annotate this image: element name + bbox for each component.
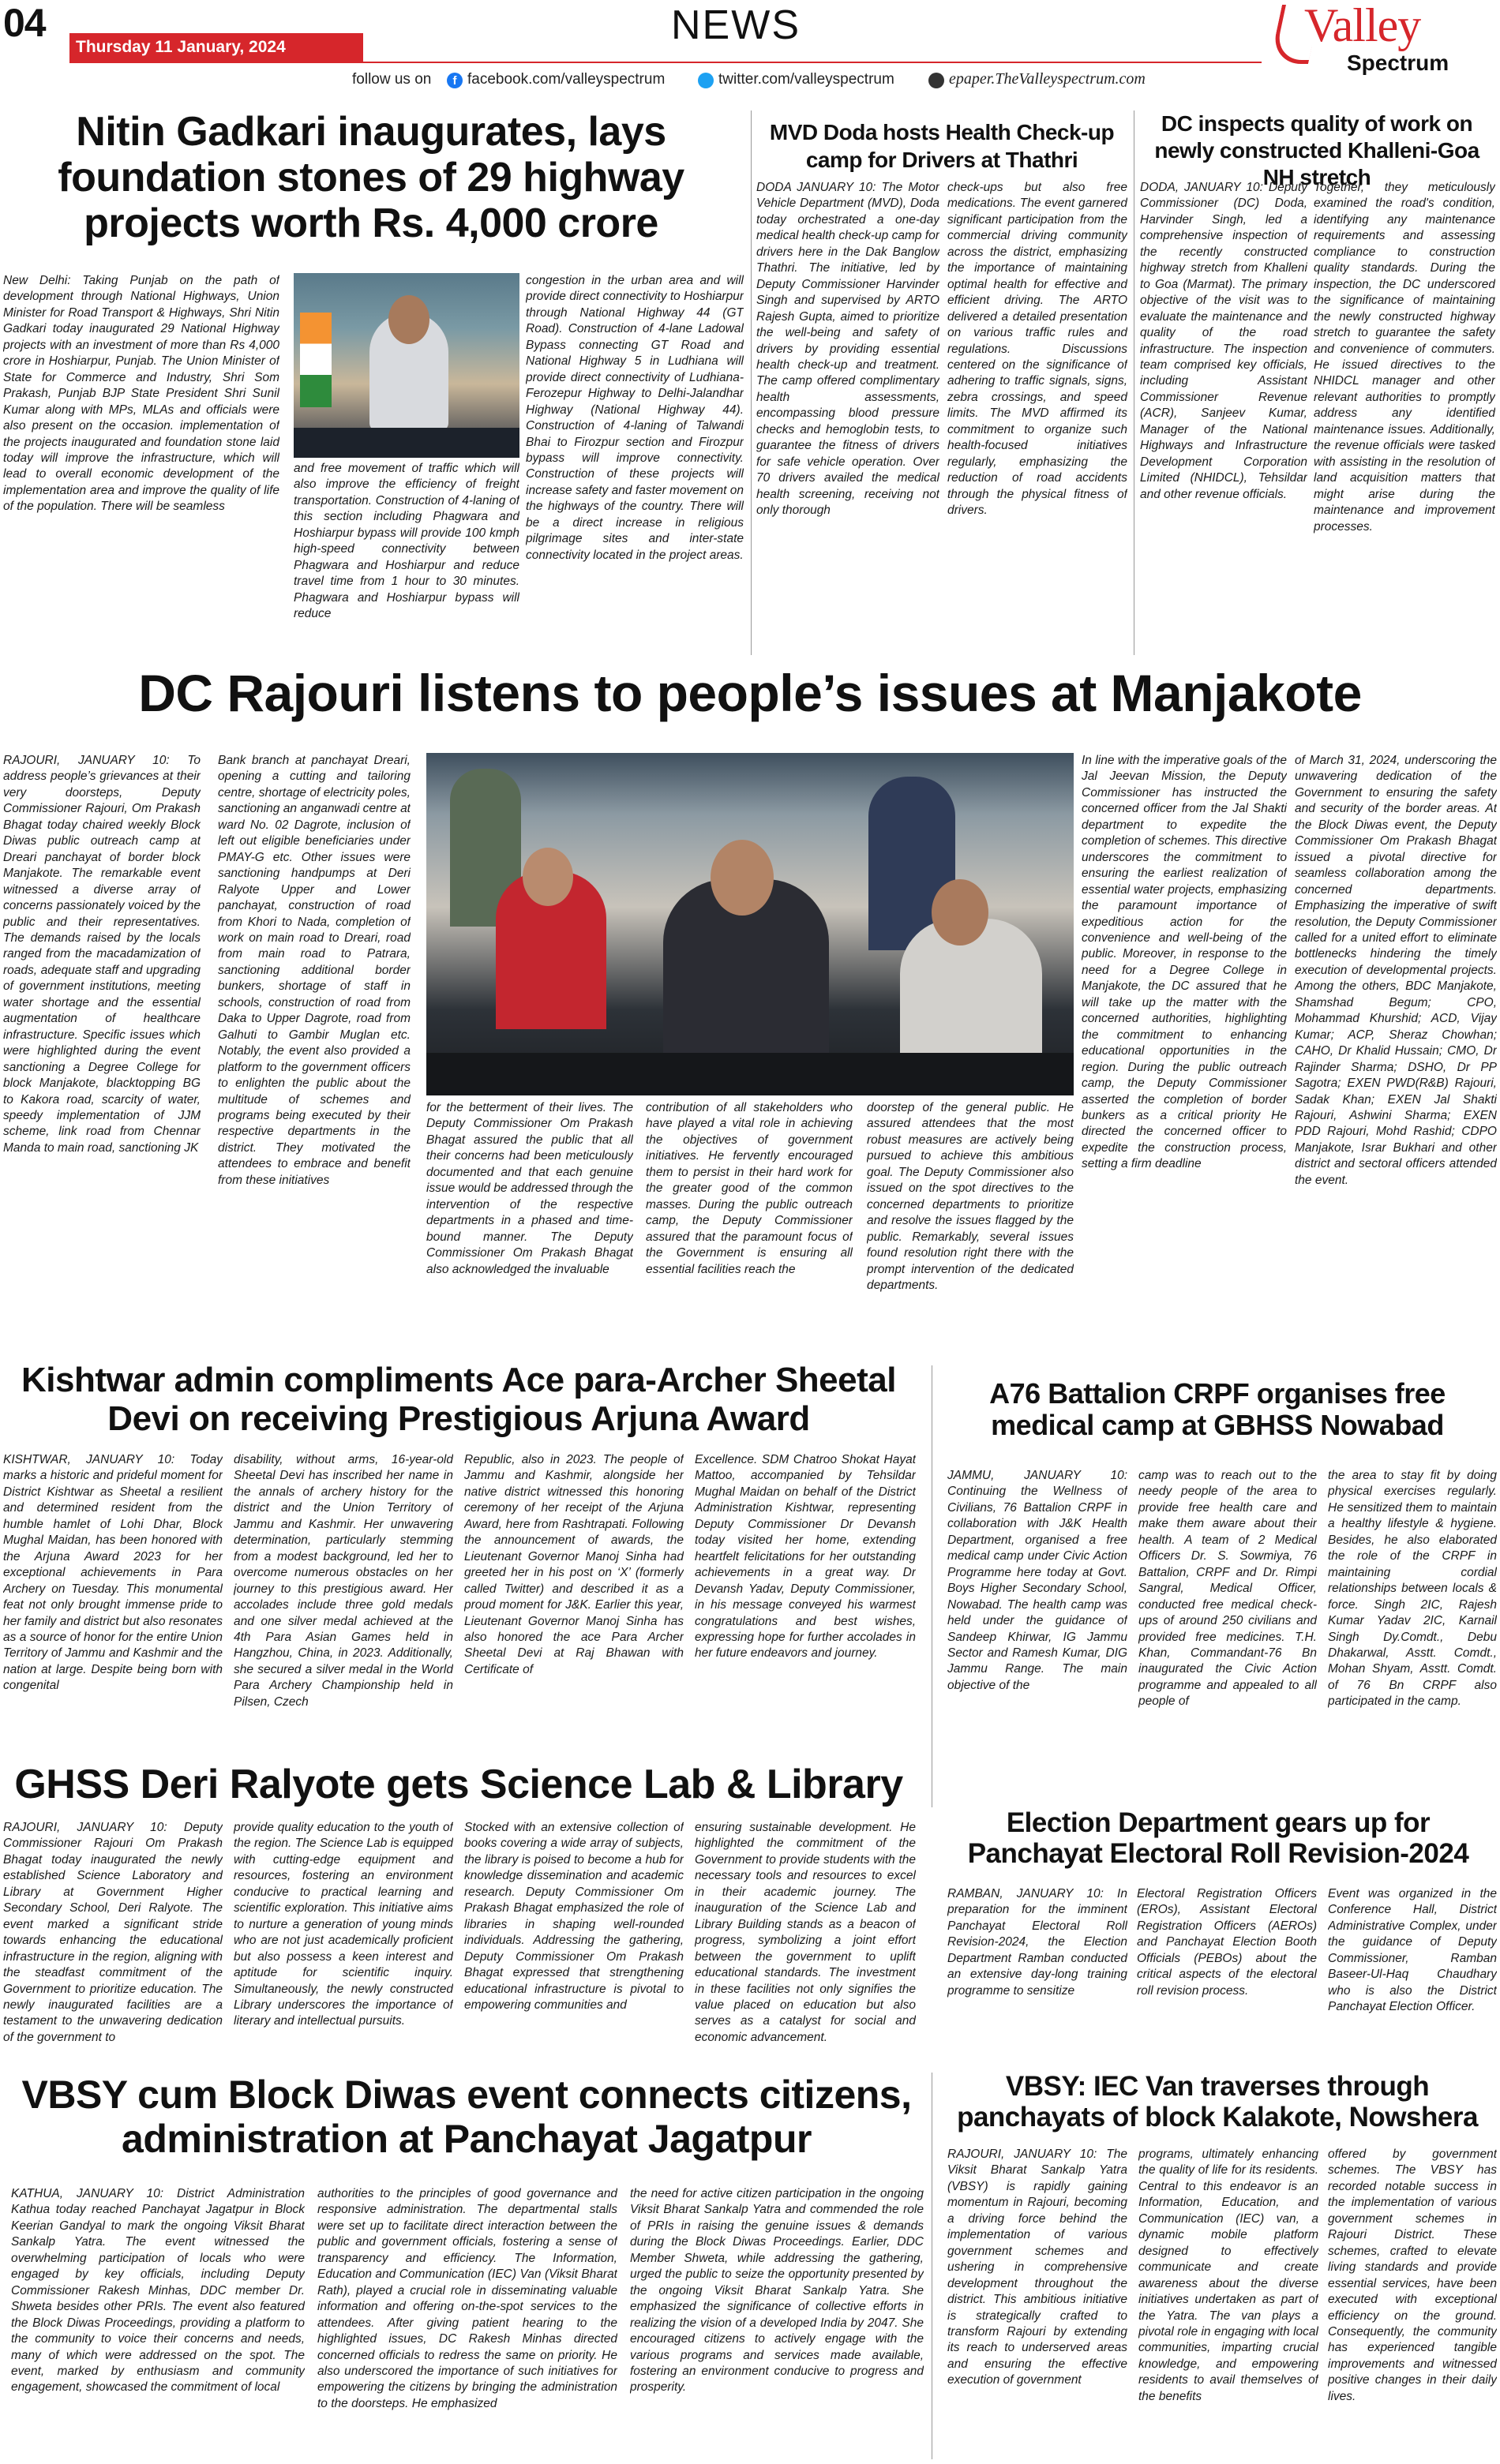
vbsy-iec-col-3: offered by government schemes. The VBSY has recorded notable success in the implementation of various government schemes in Rajouri District. These schemes, crafted to elevate living standards and provide essential services, have been executed with exceptional efficiency on the ground. Consequently, the community has experienced tangible improvements and witnessed positive changes in their daily lives. <box>1328 2148 1497 2403</box>
rajouri-col-3: for the betterment of their lives. The Deputy Commissioner Om Prakash Bhagat assured the public that all their concerns had been meticulously documented and that each genuine issue would be addressed through the intervention of the respective departments in a phased and time-bound manner. The Deputy Commissioner Om Prakash Bhagat also acknowledged the invaluable <box>426 1101 633 1276</box>
rajouri-col-7: of March 31, 2024, underscoring the unwavering dedication of the Government to ensuring the safety and security of the border areas. At the Block Diwas event, the Deputy Commissioner Om Prakash Bhagat issued a pivotal directive for seamless collaboration among the concerned departments. Emphasizing the imperative of swift resolution, the Deputy Commissioner called for a united effort to eliminate bottlenecks hindering the timely execution of developmental projects. Among the others, BDC Manjakote, Shamshad Begum; CPO, Mohammad Khurshid; ACD, Vijay Kumar; ACP, Sheraz Chowhan; CAHO, Dr Khalid Hussain; CMO, Dr Rajinder Sharma; DSHO, Dr PP Sagotra; EXEN PWD(R&B) Rajouri, Sadak Khan; EXEN Jal Shakti Rajouri, Ashwini Sharma; EXEN PDD Rajouri, Mohd Rashid; CDPO Manjakote, Israr Bukhari and other district and sectoral officers attended the event. <box>1295 754 1497 1187</box>
kishtwar-col-1: KISHTWAR, JANUARY 10: Today marks a historic and prideful moment for District Kishtwar as Sheetal a resilient and determined resident from the humble hamlet of Lohi Dhar, Block Mughal Maidan, has been honored with the Arjuna Award 2023 for her exceptional achievements in Para Archery on Tuesday. This monumental feat not only brought immense pride to her family and district but also resonates as a source of honor for the entire Union Territory of Jammu and Kashmir and the nation at large. Despite being born with congenital <box>3 1453 223 1693</box>
kishtwar-col-3: Republic, also in 2023. The people of Jammu and Kashmir, alongside her native district witnessed this honoring ceremony of her receipt of the Arjuna Award, here from Rashtrapati. Following the announcement of awards, the Lieutenant Governor Manoj Sinha had greeted her in his post on ‘X’ (formerly called Twitter) and described it as a proud moment for J&K. Earlier this year, Lieutenant Governor Manoj Sinha has also honored the ace Para Archer Sheetal Devi at Raj Bhawan with Certificate of <box>464 1453 684 1676</box>
rajouri-col-2: Bank branch at panchayat Dreari, opening a cutting and tailoring centre, shortage of electricity poles, sanctioning an anganwadi centre at ward No. 02 Dagrote, inclusion of left out eligible beneficiaries under PMAY-G etc. Other issues were sanctioning handpumps at Deri Ralyote Upper and Lower panchayat, construction of road from Khori to Nada, completion of work on main road to Dreari, road from main road to Patrara, sanctioning additional border bunkers, shortage of staff in schools, construction of road from Daka to Upper Dagrote, road from Galhuti to Gambir Muglan etc. Notably, the event also provided a platform to the government officers to enlighten the public about the multitude of schemes and programs being executed by their respective departments in the district. They motivated the attendees to embrace and benefit from these initiatives <box>218 754 411 1187</box>
section-title: NEWS <box>671 2 801 48</box>
epaper-icon[interactable] <box>928 73 944 88</box>
election-col-3: Event was organized in the Conference Hall, District Administrative Complex, under the guidance of Deputy Commissioner, Ramban Baseer-Ul-Haq Chaudhary who is also the District Panchayat Election Officer. <box>1328 1887 1497 2014</box>
facebook-link[interactable]: facebook.com/valleyspectrum <box>467 71 666 88</box>
man-right-head <box>932 879 988 946</box>
speaker-head <box>388 295 429 344</box>
vbsy-jagatpur-col-3: the need for active citizen participation in the ongoing Viksit Bharat Sankalp Yatra and commended the role of PRIs in raising the genuine issues & demands during the Block Diwas Proceedings. Earlier, DDC Member Shweta, while addressing the gathering, urged the public to seize the opportunity presented by the ongoing Viksit Bharat Sankalp Yatra. She emphasized the significance of collective efforts in realizing the vision of a developed India by 2047. She encouraged citizens to actively engage with the various programs and services made available, fostering an environment conducive to progress and prosperity. <box>630 2187 924 2395</box>
election-col-2: Electoral Registration Officers (EROs), Assistant Electoral Registration Officers (AEROs) and Panchayat Election Booth Officials (PEBOs) about the critical aspects of the electoral roll revision process. <box>1137 1887 1317 1998</box>
gadkari-col-1: New Delhi: Taking Punjab on the path of development through National Highways, Union Minister for Road Transport & Highways, Shri Nitin Gadkari today inaugurated 29 National Highway projects with an investment of more than Rs 4,000 crore in Hoshiarpur, Punjab. The Union Minister of State for Commerce and Industry, Shri Som Prakash, Punjab BJP State President Shri Sunil Kumar along with MPs, MLAs and officials were also present on the occasion. implementation of the projects inaugurated and foundation stone laid today will improve the infrastructure, which will lead to overall economic development of the implementation area and improve the quality of life of the population. There will be seamless <box>3 274 279 514</box>
officer-head <box>711 840 774 916</box>
logo-spectrum: Spectrum <box>1347 51 1449 75</box>
gadkari-photo <box>294 273 519 458</box>
kishtwar-headline: Kishtwar admin compliments Ace para-Archer Sheetal Devi on receiving Prestigious Arjuna Award <box>21 1361 896 1439</box>
khalleni-col-2: Together, they meticulously examined the road's condition, identifying any maintenance requirements and assessing compliance to construction quality standards. During the inspection, the DC underscored the significance of maintaining the newly constructed highway stretch to guarantee the safety and convenience of commuters. He issued directives to the NHIDCL manager and other relevant authorities to promptly address any identified maintenance issues. Additionally, the revenue officials were tasked with assisting in the resolution of land acquisition matters that might arise during the maintenance and improvement processes. <box>1314 181 1495 534</box>
ghss-col-2: provide quality education to the youth of the region. The Science Lab is equipped with cutting-edge equipment and resources, fostering an environment conducive to practical learning and scientific exploration. This initiative aims to nurture a generation of young minds who are not just academically proficient but also possess a keen interest and aptitude for scientific inquiry. Simultaneously, the newly constructed Library underscores the importance of literary and intellectual pursuits. <box>234 1821 453 2028</box>
election-col-1: RAMBAN, JANUARY 10: In preparation for the imminent Panchayat Electoral Roll Revision-2024, the Election Department Ramban conducted an extensive day-long training programme to sensitize <box>947 1887 1127 1998</box>
top-divider <box>69 62 1262 63</box>
gadkari-col-3: congestion in the urban area and will provide direct connectivity to Hoshiarpur through National Highway 44 (GT Road). Construction of 4-lane Ladowal Bypass connecting GT Road and National Highway 5 in Ludhiana will provide direct connectivity of Ludhiana-Ferozepur Highway to Delhi-Jalandhar Highway (National Highway 44). Construction of 4-laning of Talwandi Bhai to Firozpur section and Firozpur bypass will improve connectivity. Construction of these projects will increase safety and faster movement on the highways of the country. There will be a direct increase in religious pilgrimage sites and inter-state connectivity located in the project areas. <box>526 274 744 562</box>
facebook-icon[interactable]: f <box>447 73 463 88</box>
logo-valley: Valley <box>1304 0 1421 51</box>
epaper-link[interactable]: epaper.TheValleyspectrum.com <box>949 70 1146 88</box>
page-number: 04 <box>3 1 46 45</box>
election-headline: Election Department gears up for Panchayat Electoral Roll Revision-2024 <box>967 1807 1469 1870</box>
rajouri-headline: DC Rajouri listens to people’s issues at Manjakote <box>138 664 1362 722</box>
crpf-headline: A76 Battalion CRPF organises free medical camp at GBHSS Nowabad <box>989 1377 1446 1442</box>
ghss-headline: GHSS Deri Ralyote gets Science Lab & Library <box>14 1762 903 1807</box>
crpf-col-2: camp was to reach out to the needy people of the area to provide free health care and make them aware about their health. A team of 2 Medical Officers Dr. S. Sowmiya, 76 Battalion, CRPF and Dr. Rimpi Sangral, Medical Officer, conducted free medical check-ups of around 250 civilians and provided free medicines. T.H. Khan, Commandant-76 Bn inaugurated the Civic Action programme and appealed to all people of <box>1138 1469 1317 1709</box>
twitter-link[interactable]: twitter.com/valleyspectrum <box>718 71 894 88</box>
doda-col-2: check-ups but also free medications. The event garnered significant participation from the commercial driving community across the district, emphasizing the importance of maintaining optimal health for effective and efficient driving. The ARTO delivered a detailed presentation on various traffic rules and regulations. Discussions centered on the significance of adhering to traffic signals, signs, zebra crossings, and speed limits. The MVD affirmed its commitment to organize such health-focused initiatives regularly, emphasizing the reduction of road accidents through the physical fitness of drivers. <box>947 181 1127 518</box>
rajouri-col-6: In line with the imperative goals of the Jal Jeevan Mission, the Deputy Commissioner has instructed the concerned officer from the Jal Shakti department to expedite the completion of schemes. This directive underscores the commitment to ensuring the earliest realization of essential water projects, emphasizing the paramount importance of expeditious action for the convenience and well-being of the public. Moreover, in response to the need for a Degree College in Manjakote, the DC assured that he will take up the matter with the concerned authorities, highlighting the commitment to enhancing educational opportunities in the region. During the public outreach camp, the Deputy Commissioner asserted the completion of border bunkers as a critical priority He directed the concerned officer to expedite the construction process, setting a firm deadline <box>1082 754 1287 1171</box>
ghss-col-4: ensuring sustainable development. He highlighted the commitment of the Government to provide students with the necessary tools and resources to excel in their academic journey. The inauguration of the Science Lab and Library Building stands as a beacon of progress, symbolizing a joint effort between the government to uplift educational standards. The investment in these facilities not only signifies the value placed on education but also serves as a catalyst for social and economic advancement. <box>695 1821 916 2044</box>
crpf-col-1: JAMMU, JANUARY 10: Continuing the Wellness of Civilians, 76 Battalion CRPF in collaboration with J&K Health Department, organised a free medical camp under Civic Action Programme here today at Govt. Boys Higher Secondary School, Nowabad. The health camp was held under the guidance of Sandeep Khirwar, IG Jammu Sector and Ramesh Kumar, DIG Jammu Range. The main objective of the <box>947 1469 1127 1692</box>
khalleni-col-1: DODA, JANUARY 10: Deputy Commissioner (DC) Doda, Harvinder Singh, led a comprehensive inspection of the recently constructed highway stretch from Khalleni to Goa (Marmat). The primary objective of the visit was to evaluate the maintenance and quality of the road infrastructure. The inspection team comprised key officials, including Assistant Commissioner Revenue (ACR), Sanjeev Kumar, Manager of the National Highways and Infrastructure Development Corporation Limited (NHIDCL), Tehsildar and other revenue officials. <box>1140 181 1307 501</box>
vbsy-iec-headline: VBSY: IEC Van traverses through panchayats of block Kalakote, Nowshera <box>957 2071 1478 2133</box>
follow-us-label: follow us on <box>352 71 432 88</box>
ghss-col-3: Stocked with an extensive collection of books covering a wide array of subjects, the library is poised to become a hub for knowledge dissemination and academic research. Deputy Commissioner Om Prakash Bhagat emphasized the role of libraries in shaping well-rounded individuals. Addressing the gathering, Deputy Commissioner Om Prakash Bhagat expressed that strengthening educational infrastructure is pivotal to empowering communities and <box>464 1821 684 2012</box>
table-mic <box>426 1053 1074 1095</box>
twitter-icon[interactable] <box>698 73 714 88</box>
rajouri-photo <box>426 753 1074 1095</box>
vbsy-iec-col-2: programs, ultimately enhancing the quality of life for its residents. Central to this endeavor is an Information, Education, and Communication (IEC) van, a dynamic mobile platform designed to effectively communicate and create awareness about the diverse initiatives undertaken as part of the Yatra. The van plays a pivotal role in engaging with local communities, imparting crucial knowledge, and empowering residents to avail themselves of the benefits <box>1138 2148 1318 2403</box>
gadkari-col-2: and free movement of traffic which will also improve the efficiency of freight transportation. Construction of 4-laning of this section including Phagwara and Hoshiarpur bypass will provide 100 kmph high-speed connectivity between Phagwara and Hoshiarpur and reduce travel time from 1 hour to 30 minutes. Phagwara and Hoshiarpur bypass will reduce <box>294 462 519 621</box>
crpf-col-3: the area to stay fit by doing physical exercises regularly. He sensitized them to maintain a healthy lifestyle & hygiene. Besides, he also elaborated the role of the CRPF in maintaining cordial relationships between locals & force. Singh 2IC, Rajesh Kumar Yadav 2IC, Karnail Singh Dy.Comdt., Debu Dhakarwal, Asstt. Comdt., Mohan Shyam, Asstt. Comdt. of 76 Bn CRPF also participated in the camp. <box>1328 1469 1497 1709</box>
vbsy-jagatpur-col-2: authorities to the principles of good governance and responsive administration. The departmental stalls were set up to facilitate direct interaction between the public and government officials, fostering a sense of transparency and efficiency. The Information, Education and Communication (IEC) Van (Viksit Bharat Rath), played a crucial role in disseminating valuable information and offering on-the-spot services to the attendees. After giving patient hearing to the highlighted issues, DC Rakesh Minhas directed concerned officials to redress the same on priority. He also underscored the importance of such initiatives for empowering the citizens by bringing the administration to the doorsteps. He emphasized <box>317 2187 617 2410</box>
date-text: Thursday 11 January, 2024 <box>76 38 286 56</box>
kishtwar-col-2: disability, without arms, 16-year-old Sheetal Devi has inscribed her name in the annals of archery history for the district and the Union Territory of Jammu and Kashmir. Her unwavering determination, particularly stemming from a modest background, led her to overcome numerous obstacles on her journey to this prestigious award. Her accolades include three gold medals and one silver medal achieved at the 4th Para Asian Games held in Hangzhou, China, in 2023. Additionally, she secured a silver medal in the World Para Archery Championship held in Pilsen, Czech <box>234 1453 453 1709</box>
tricolor-flag <box>300 313 332 407</box>
gadkari-headline: Nitin Gadkari inaugurates, lays foundation stones of 29 highway projects worth Rs. 4,000 crore <box>58 109 684 247</box>
desk <box>294 428 519 458</box>
vbsy-iec-col-1: RAJOURI, JANUARY 10: The Viksit Bharat Sankalp Yatra (VBSY) is rapidly gaining momentum in Rajouri, becoming a driving force behind the implementation of various government schemes and ushering in comprehensive development throughout the district. This ambitious initiative is strategically crafted to transform Rajouri by extending its reach to underserved areas and ensuring the effective execution of government <box>947 2148 1127 2387</box>
doda-headline: MVD Doda hosts Health Check-up camp for Drivers at Thathri <box>769 120 1115 172</box>
rajouri-col-1: RAJOURI, JANUARY 10: To address people’s grievances at their very doorsteps, Deputy Commissioner Rajouri, Om Prakash Bhagat today chaired weekly Block Diwas public outreach camp at Dreari panchayat of border block Manjakote. The remarkable event witnessed a diverse array of concerns passionately voiced by the public and their representatives. The demands raised by the locals ranged from the macadamization of roads, adequate staff and upgrading of government institutions, meeting water shortage and the essential augmentation of healthcare infrastructure. Specific issues which were highlighted during the event sanctioning a Degree College for block Manjakote, blacktopping BG to Kakora road, scarcity of water, speedy implementation of JJM scheme, link road from Chennar Manda to main road, sanctioning JK <box>3 754 201 1155</box>
rajouri-col-4: contribution of all stakeholders who have played a vital role in achieving the objectives of government initiatives. He fervently encouraged them to persist in their hard work for the greater good of the common masses. During the public outreach camp, the Deputy Commissioner assured that the paramount focus of the Government is ensuring all essential facilities reach the <box>646 1101 853 1276</box>
khalleni-headline: DC inspects quality of work on newly constructed Khalleni-Goa NH stretch <box>1154 111 1479 190</box>
doda-col-1: DODA JANUARY 10: The Motor Vehicle Department (MVD), Doda today orchestrated a one-day medical health check-up camp for drivers here in the Dak Banglow Thathri. The initiative, led by Deputy Commissioner Harvinder Singh and supervised by ARTO Rajesh Gupta, aimed to prioritize the well-being and safety of drivers by providing essential health check-up and treatment. The camp offered complimentary health assessments, encompassing blood pressure checks and hemoglobin tests, to guarantee the fitness of drivers for safe vehicle operation. Over 70 drivers availed the medical health screening, receiving not only thorough <box>756 181 939 518</box>
ghss-col-1: RAJOURI, JANUARY 10: Deputy Commissioner Rajouri Om Prakash Bhagat today inaugurated the newly established Science Laboratory and Library at Government Higher Secondary School, Deri Ralyote. The event marked a significant stride towards enhancing the educational infrastructure in the region, aligning with the steadfast commitment of the Government to prioritize education. The newly inaugurated facilities are a testament to the unwavering dedication of the government to <box>3 1821 223 2044</box>
doda-left-rule <box>751 110 752 655</box>
woman-head <box>523 848 573 906</box>
vbsy-jagatpur-col-1: KATHUA, JANUARY 10: District Administration Kathua today reached Panchayat Jagatpur in Block Keerian Gandyal to mark the ongoing Viksit Bharat Sankalp Yatra. The event witnessed the overwhelming participation of locals who were engaged by key officials, including Deputy Commissioner Rakesh Minhas, DDC member Dr. Shweta besides other PRIs. The event also featured the Block Diwas Proceedings, providing a platform to the community to voice their concerns and needs, many of which were addressed on the spot. The event, marked by enthusiasm and community engagement, showcased the commitment of local <box>11 2187 305 2395</box>
vbsy-jagatpur-headline: VBSY cum Block Diwas event connects citizens, administration at Panchayat Jagatpur <box>21 2073 912 2161</box>
kishtwar-col-4: Excellence. SDM Chatroo Shokat Hayat Mattoo, accompanied by Tehsildar Mughal Maidan on behalf of the District Administration Kishtwar, representing Deputy Commissioner Dr Devansh today visited her home, extending heartfelt felicitations for her outstanding achievements in a great way. Dr Devansh Yadav, Deputy Commissioner, in his message conveyed his warmest congratulations and best wishes, expressing hope for further accolades in her future endeavors and journey. <box>695 1453 916 1661</box>
rajouri-col-5: doorstep of the general public. He assured attendees that the most robust measures are actively being pursued to achieve this ambitious goal. The Deputy Commissioner also issued on the spot directives to the concerned departments to prioritize and resolve the issues flagged by the public. Remarkably, several issues found resolution right there with the prompt intervention of the dedicated departments. <box>867 1101 1074 1292</box>
